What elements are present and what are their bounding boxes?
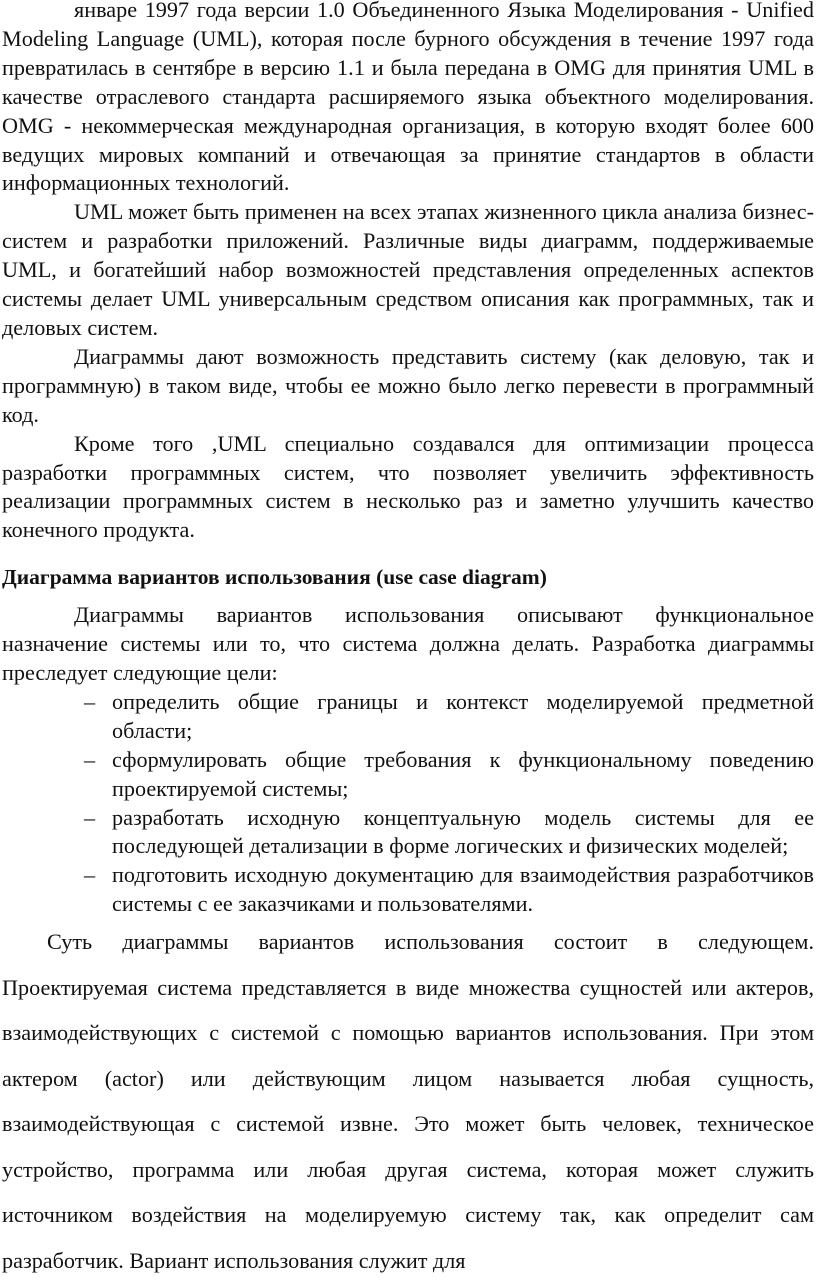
dash-bullet: –: [84, 746, 96, 772]
paragraph-uml-lifecycle: UML может быть применен на всех этапах жизненного цикла анализа бизнес-систем и разработки приложений. Различные виды диаграмм, поддерживаемые UML, и богатейший набор возможностей представления определенных аспектов системы делает UML универсальным средством описания как программных, так и деловых систем.: [2, 199, 814, 340]
list-item: [2, 688, 814, 746]
section-body: Суть диаграммы вариантов использования состоит в следующем. Проектируемая система представляется в виде множества сущностей или актеров, взаимодействующих с системой с помощью вариантов использования. При этом актером (actor) или действующим лицом называется любая сущность, взаимодействующая с системой извне. Это может быть человек, техническое устройство, программа или любая другая система, которая может служить источником воздействия на моделируемую систему так, как определит сам разработчик. Вариант использования служит для: [2, 929, 814, 1273]
list-item-text: определить общие границы и контекст моделируемой предметной области;: [112, 688, 814, 743]
paragraph-diagrams-purpose: Диаграммы дают возможность представить систему (как деловую, так и программную) в таком виде, чтобы ее можно было легко перевести в программный код.: [2, 343, 814, 427]
list-item: [2, 861, 814, 919]
section-intro: Диаграммы вариантов использования описывают функциональное назначение системы или то, что система должна делать. Разработка диаграммы преследует следующие цели:: [2, 602, 814, 686]
section-heading: Диаграмма вариантов использования (use case diagram): [2, 565, 547, 590]
list-item-text: сформулировать общие требования к функциональному поведению проектируемой системы;: [112, 746, 814, 801]
list-item-text: разработать исходную концептуальную модель системы для ее последующей детализации в форме логических и физических моделей;: [112, 804, 814, 859]
list-item: [2, 804, 814, 862]
dash-bullet: –: [84, 862, 96, 888]
goals-list: [2, 688, 814, 919]
paragraph-uml-optimization: Кроме того ,UML специально создавался для оптимизации процесса разработки программных систем, что позволяет увеличить эффективность реализации программных систем в несколько раз и заметно улучшить качество конечного продукта.: [2, 430, 814, 543]
list-item-text: подготовить исходную документацию для взаимодействия разработчиков системы с ее заказчиками и пользователями.: [112, 862, 814, 917]
dash-bullet: –: [84, 804, 96, 830]
paragraph-uml-history: январе 1997 года версии 1.0 Объединенного Языка Моделирования - Unified Modeling Language (UML), которая после бурного обсуждения в течение 1997 года превратилась в сентябре в версию 1.1 и была передана в OMG для принятия UML в качестве отраслевого стандарта расширяемого языка объектного моделирования. OMG - некоммерческая международная организация, в которую входят более 600 ведущих мировых компаний и отвечающая за принятие стандартов в области информационных технологий.: [2, 0, 814, 196]
list-item: [2, 746, 814, 804]
document-page: [2, 0, 814, 1283]
dash-bullet: –: [84, 688, 96, 714]
